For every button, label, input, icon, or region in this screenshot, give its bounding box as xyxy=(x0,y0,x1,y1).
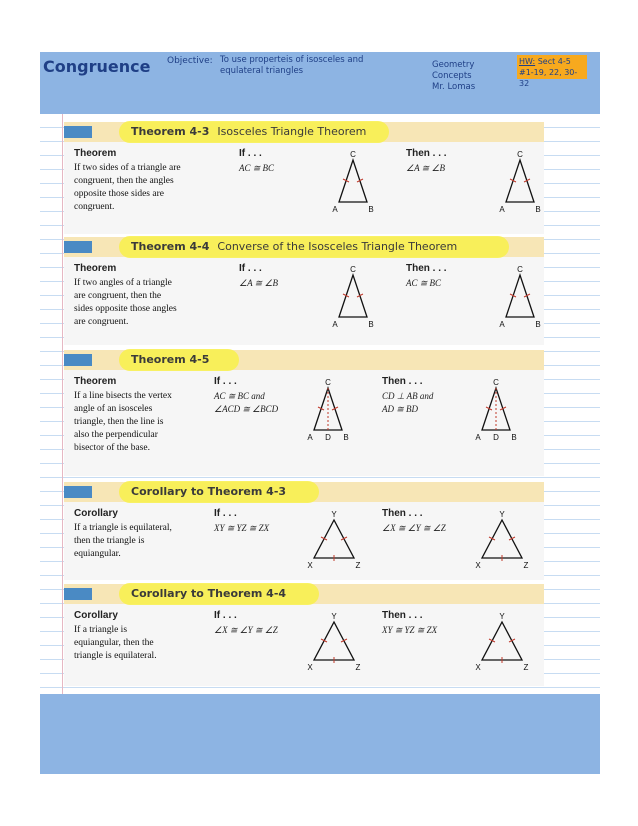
statement-line: If a line bisects the vertex xyxy=(74,391,172,401)
if-condition: ∠X ≅ ∠Y ≅ ∠Z xyxy=(214,625,278,635)
vertex-label-top: Y xyxy=(331,510,337,519)
vertex-label-right: B xyxy=(368,205,374,214)
statement-line: then the triangle is xyxy=(74,536,145,546)
section-tab xyxy=(64,354,92,366)
triangle-figure xyxy=(472,378,520,442)
vertex-label-top: C xyxy=(325,378,331,387)
triangle-outline xyxy=(314,622,354,660)
theorem-block xyxy=(64,584,544,686)
theorem-title xyxy=(131,240,457,253)
vertex-label-right: B xyxy=(343,433,349,442)
if-condition: AC ≅ BC and xyxy=(214,391,265,401)
statement-line: triangle is equilateral. xyxy=(74,651,157,661)
triangle-figure xyxy=(472,612,532,672)
then-conclusion: ∠X ≅ ∠Y ≅ ∠Z xyxy=(382,523,446,533)
statement-line: sides opposite those angles xyxy=(74,304,177,314)
if-condition: AC ≅ BC xyxy=(239,163,275,173)
vertex-label-left: A xyxy=(475,433,481,442)
margin-line xyxy=(62,114,63,694)
then-conclusion: ∠A ≅ ∠B xyxy=(406,163,446,173)
theorem-title xyxy=(131,485,286,498)
objective-label: Objective: xyxy=(167,56,213,66)
vertex-label-left: X xyxy=(307,561,313,570)
worksheet-page xyxy=(40,52,600,774)
theorem-title xyxy=(131,353,209,366)
bottom-band xyxy=(40,694,600,774)
triangle-figure xyxy=(304,612,364,672)
if-heading: If . . . xyxy=(239,263,262,274)
vertex-label-right: Z xyxy=(355,561,361,570)
vertex-label-right: Z xyxy=(523,561,529,570)
vertex-label-right: B xyxy=(368,320,374,329)
vertex-label-top: C xyxy=(350,150,356,159)
statement-heading: Corollary xyxy=(74,508,118,519)
triangle-figure xyxy=(304,378,352,442)
triangle-outline xyxy=(314,520,354,558)
then-heading: Then . . . xyxy=(382,376,423,387)
vertex-label-left: A xyxy=(332,320,338,329)
vertex-label-left: X xyxy=(307,663,313,672)
theorem-block xyxy=(64,122,544,234)
statement-line: angle of an isosceles xyxy=(74,404,153,414)
theorem-number: Corollary to Theorem 4-3 xyxy=(131,485,287,498)
vertex-label-left: A xyxy=(499,205,505,214)
vertex-label-top: Y xyxy=(331,612,337,621)
statement-line: If two angles of a triangle xyxy=(74,278,172,288)
objective-text: To use properteis of isosceles and equlateral triangles xyxy=(220,55,364,76)
hw-section: Sect 4-5 xyxy=(537,57,571,66)
then-conclusion: CD ⊥ AB and xyxy=(382,391,434,401)
theorem-block xyxy=(64,350,544,476)
vertex-label-right: B xyxy=(535,205,541,214)
vertex-label-right: B xyxy=(511,433,517,442)
course-info xyxy=(432,60,475,93)
statement-line: If a triangle is xyxy=(74,625,128,635)
theorem-number: Theorem 4-4 xyxy=(131,240,210,253)
triangle-outline xyxy=(506,160,534,202)
statement-line: congruent. xyxy=(74,202,115,212)
vertex-label-top: Y xyxy=(499,612,505,621)
course-line: Concepts xyxy=(432,71,472,81)
statement-heading: Theorem xyxy=(74,148,117,159)
if-condition: XY ≅ YZ ≅ ZX xyxy=(214,523,270,533)
vertex-label-left: A xyxy=(499,320,505,329)
section-tab xyxy=(64,241,92,253)
vertex-label-left: A xyxy=(332,205,338,214)
theorem-block xyxy=(64,237,544,345)
triangle-figure xyxy=(329,265,377,329)
then-heading: Then . . . xyxy=(406,263,447,274)
triangle-outline xyxy=(482,520,522,558)
vertex-label-mid: D xyxy=(493,433,499,442)
statement-line: bisector of the base. xyxy=(74,443,150,453)
vertex-label-mid: D xyxy=(325,433,331,442)
page-title: Congruence xyxy=(43,57,151,76)
triangle-outline xyxy=(506,275,534,317)
triangle-outline xyxy=(482,622,522,660)
teacher-name: Mr. Lomas xyxy=(432,82,476,92)
header xyxy=(40,52,600,100)
theorem-number: Theorem 4-5 xyxy=(131,353,210,366)
triangle-figure xyxy=(304,510,364,570)
statement-heading: Theorem xyxy=(74,263,117,274)
triangle-figure xyxy=(472,510,532,570)
vertex-label-top: C xyxy=(517,265,523,274)
theorem-number: Corollary to Theorem 4-4 xyxy=(131,587,287,600)
theorem-name: Isosceles Triangle Theorem xyxy=(217,125,367,138)
section-tab xyxy=(64,126,92,138)
vertex-label-right: B xyxy=(535,320,541,329)
homework-box xyxy=(517,55,587,88)
if-heading: If . . . xyxy=(214,376,237,387)
then-conclusion: AD ≅ BD xyxy=(382,404,419,414)
if-condition: ∠A ≅ ∠B xyxy=(239,278,279,288)
then-conclusion: XY ≅ YZ ≅ ZX xyxy=(382,625,438,635)
vertex-label-left: X xyxy=(475,561,481,570)
theorem-title xyxy=(131,587,286,600)
triangle-outline xyxy=(339,275,367,317)
section-tab xyxy=(64,486,92,498)
theorem-number: Theorem 4-3 xyxy=(131,125,210,138)
course-line: Geometry xyxy=(432,60,475,70)
statement-line: are congruent, then the xyxy=(74,291,162,301)
vertex-label-left: A xyxy=(307,433,313,442)
hw-label: HW: xyxy=(519,57,536,66)
statement-line: equiangular, then the xyxy=(74,638,154,648)
hw-problems: #1-19, 22, 30-32 xyxy=(519,68,578,88)
if-condition: ∠ACD ≅ ∠BCD xyxy=(214,404,279,414)
if-heading: If . . . xyxy=(239,148,262,159)
statement-heading: Theorem xyxy=(74,376,117,387)
if-heading: If . . . xyxy=(214,610,237,621)
statement-heading: Corollary xyxy=(74,610,118,621)
triangle-figure xyxy=(496,150,544,214)
triangle-outline xyxy=(339,160,367,202)
statement-line: also the perpendicular xyxy=(74,430,158,440)
then-heading: Then . . . xyxy=(382,508,423,519)
then-heading: Then . . . xyxy=(406,148,447,159)
statement-line: opposite those sides are xyxy=(74,189,164,199)
theorem-block xyxy=(64,482,544,580)
theorem-name: Converse of the Isosceles Triangle Theorem xyxy=(217,240,458,253)
statement-line: equiangular. xyxy=(74,549,121,559)
triangle-figure xyxy=(329,150,377,214)
vertex-label-top: C xyxy=(350,265,356,274)
statement-line: triangle, then the line is xyxy=(74,417,164,427)
vertex-label-top: Y xyxy=(499,510,505,519)
vertex-label-top: C xyxy=(493,378,499,387)
statement-line: congruent, then the angles xyxy=(74,176,174,186)
vertex-label-right: Z xyxy=(523,663,529,672)
vertex-label-top: C xyxy=(517,150,523,159)
theorem-title xyxy=(131,125,366,138)
triangle-figure xyxy=(496,265,544,329)
statement-line: If two sides of a triangle are xyxy=(74,163,181,173)
if-heading: If . . . xyxy=(214,508,237,519)
then-conclusion: AC ≅ BC xyxy=(406,278,442,288)
vertex-label-right: Z xyxy=(355,663,361,672)
vertex-label-left: X xyxy=(475,663,481,672)
notebook-paper xyxy=(40,114,600,694)
statement-line: If a triangle is equilateral, xyxy=(74,523,172,533)
statement-line: are congruent. xyxy=(74,317,129,327)
then-heading: Then . . . xyxy=(382,610,423,621)
section-tab xyxy=(64,588,92,600)
